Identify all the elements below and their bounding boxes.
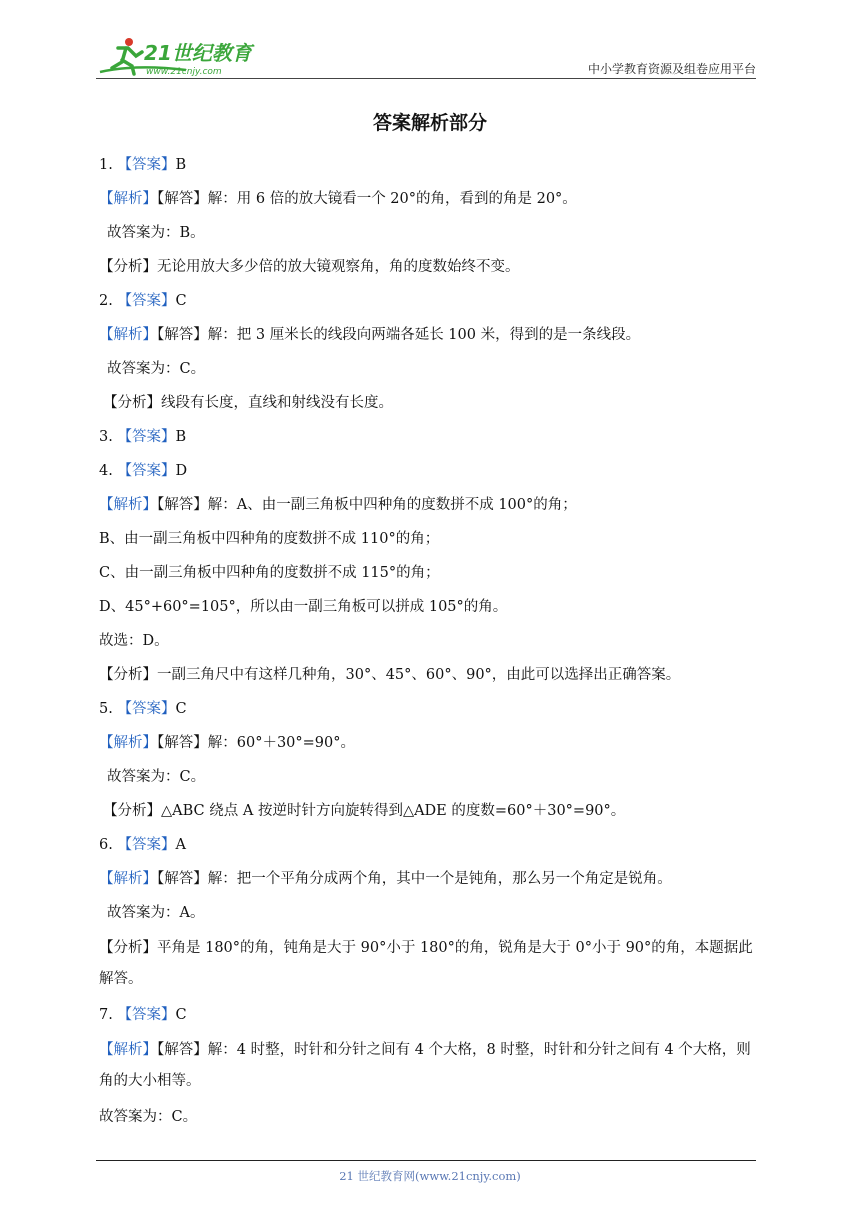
conclusion-line-2: 故答案为：C。 xyxy=(107,361,206,377)
answer-line-2: 2. 【答案】C xyxy=(99,293,187,309)
header-divider xyxy=(96,78,756,79)
explanation-line-1: 【解析】【解答】解：用 6 倍的放大镜看一个 20°的角，看到的角是 20°。 xyxy=(99,191,577,207)
answer-line-5: 5. 【答案】C xyxy=(99,701,187,717)
analysis-line-6: 【分析】平角是 180°的角，钝角是大于 90°小于 180°的角，锐角是大于 0°小于 90°的角，本题据此解答。 xyxy=(99,940,753,987)
answer-content xyxy=(99,148,761,1134)
explanation-line-2: 【解析】【解答】解：把 3 厘米长的线段向两端各延长 100 米，得到的是一条线段。 xyxy=(99,327,641,343)
conclusion-line-5: 故答案为：C。 xyxy=(107,769,206,785)
conclusion-line-6: 故答案为：A。 xyxy=(107,905,205,921)
footer-text: 21 世纪教育网(www.21cnjy.com) xyxy=(339,1169,521,1183)
answer-line-6: 6. 【答案】A xyxy=(99,837,186,853)
answer-line-1: 1. 【答案】B xyxy=(99,157,187,173)
explanation-line-4c: C、由一副三角板中四种角的度数拼不成 115°的角； xyxy=(99,565,440,581)
explanation-line-4: 【解析】【解答】解：A、由一副三角板中四种角的度数拼不成 100°的角； xyxy=(99,497,577,513)
analysis-line-4: 【分析】一副三角尺中有这样几种角，30°、45°、60°、90°，由此可以选择出正确答案。 xyxy=(99,667,681,683)
svg-text:21世纪教育: 21世纪教育 xyxy=(144,41,252,65)
explanation-line-6: 【解析】【解答】解：把一个平角分成两个角，其中一个是钝角，那么另一个角定是锐角。 xyxy=(99,871,672,887)
analysis-line-5: 【分析】△ABC 绕点 A 按逆时针方向旋转得到△ADE 的度数=60°＋30°=90°。 xyxy=(103,803,626,819)
explanation-line-7: 【解析】【解答】解：4 时整，时针和分针之间有 4 个大格，8 时整，时针和分针之间有 4 个大格，则角的大小相等。 xyxy=(99,1042,751,1089)
page-title: 答案解析部分 xyxy=(372,112,487,134)
runner-logo-icon xyxy=(96,34,266,80)
svg-text:www.21cnjy.com: www.21cnjy.com xyxy=(146,67,222,77)
answer-line-4: 4. 【答案】D xyxy=(99,463,188,479)
explanation-line-5: 【解析】【解答】解：60°＋30°=90°。 xyxy=(99,735,356,751)
conclusion-line-1: 故答案为：B。 xyxy=(107,225,205,241)
analysis-line-2: 【分析】线段有长度，直线和射线没有长度。 xyxy=(103,395,393,411)
analysis-line-1: 【分析】无论用放大多少倍的放大镜观察角，角的度数始终不变。 xyxy=(99,259,520,275)
explanation-line-4b: B、由一副三角板中四种角的度数拼不成 110°的角； xyxy=(99,531,440,547)
explanation-line-4d: D、45°+60°=105°，所以由一副三角板可以拼成 105°的角。 xyxy=(99,599,508,615)
header-platform-text: 中小学教育资源及组卷应用平台 xyxy=(587,62,756,76)
footer-divider xyxy=(96,1160,756,1161)
answer-line-7: 7. 【答案】C xyxy=(99,1007,187,1023)
answer-line-3: 3. 【答案】B xyxy=(99,429,187,445)
conclusion-line-4: 故选：D。 xyxy=(99,633,169,649)
conclusion-line-7: 故答案为：C。 xyxy=(99,1109,198,1125)
site-logo xyxy=(96,34,266,80)
